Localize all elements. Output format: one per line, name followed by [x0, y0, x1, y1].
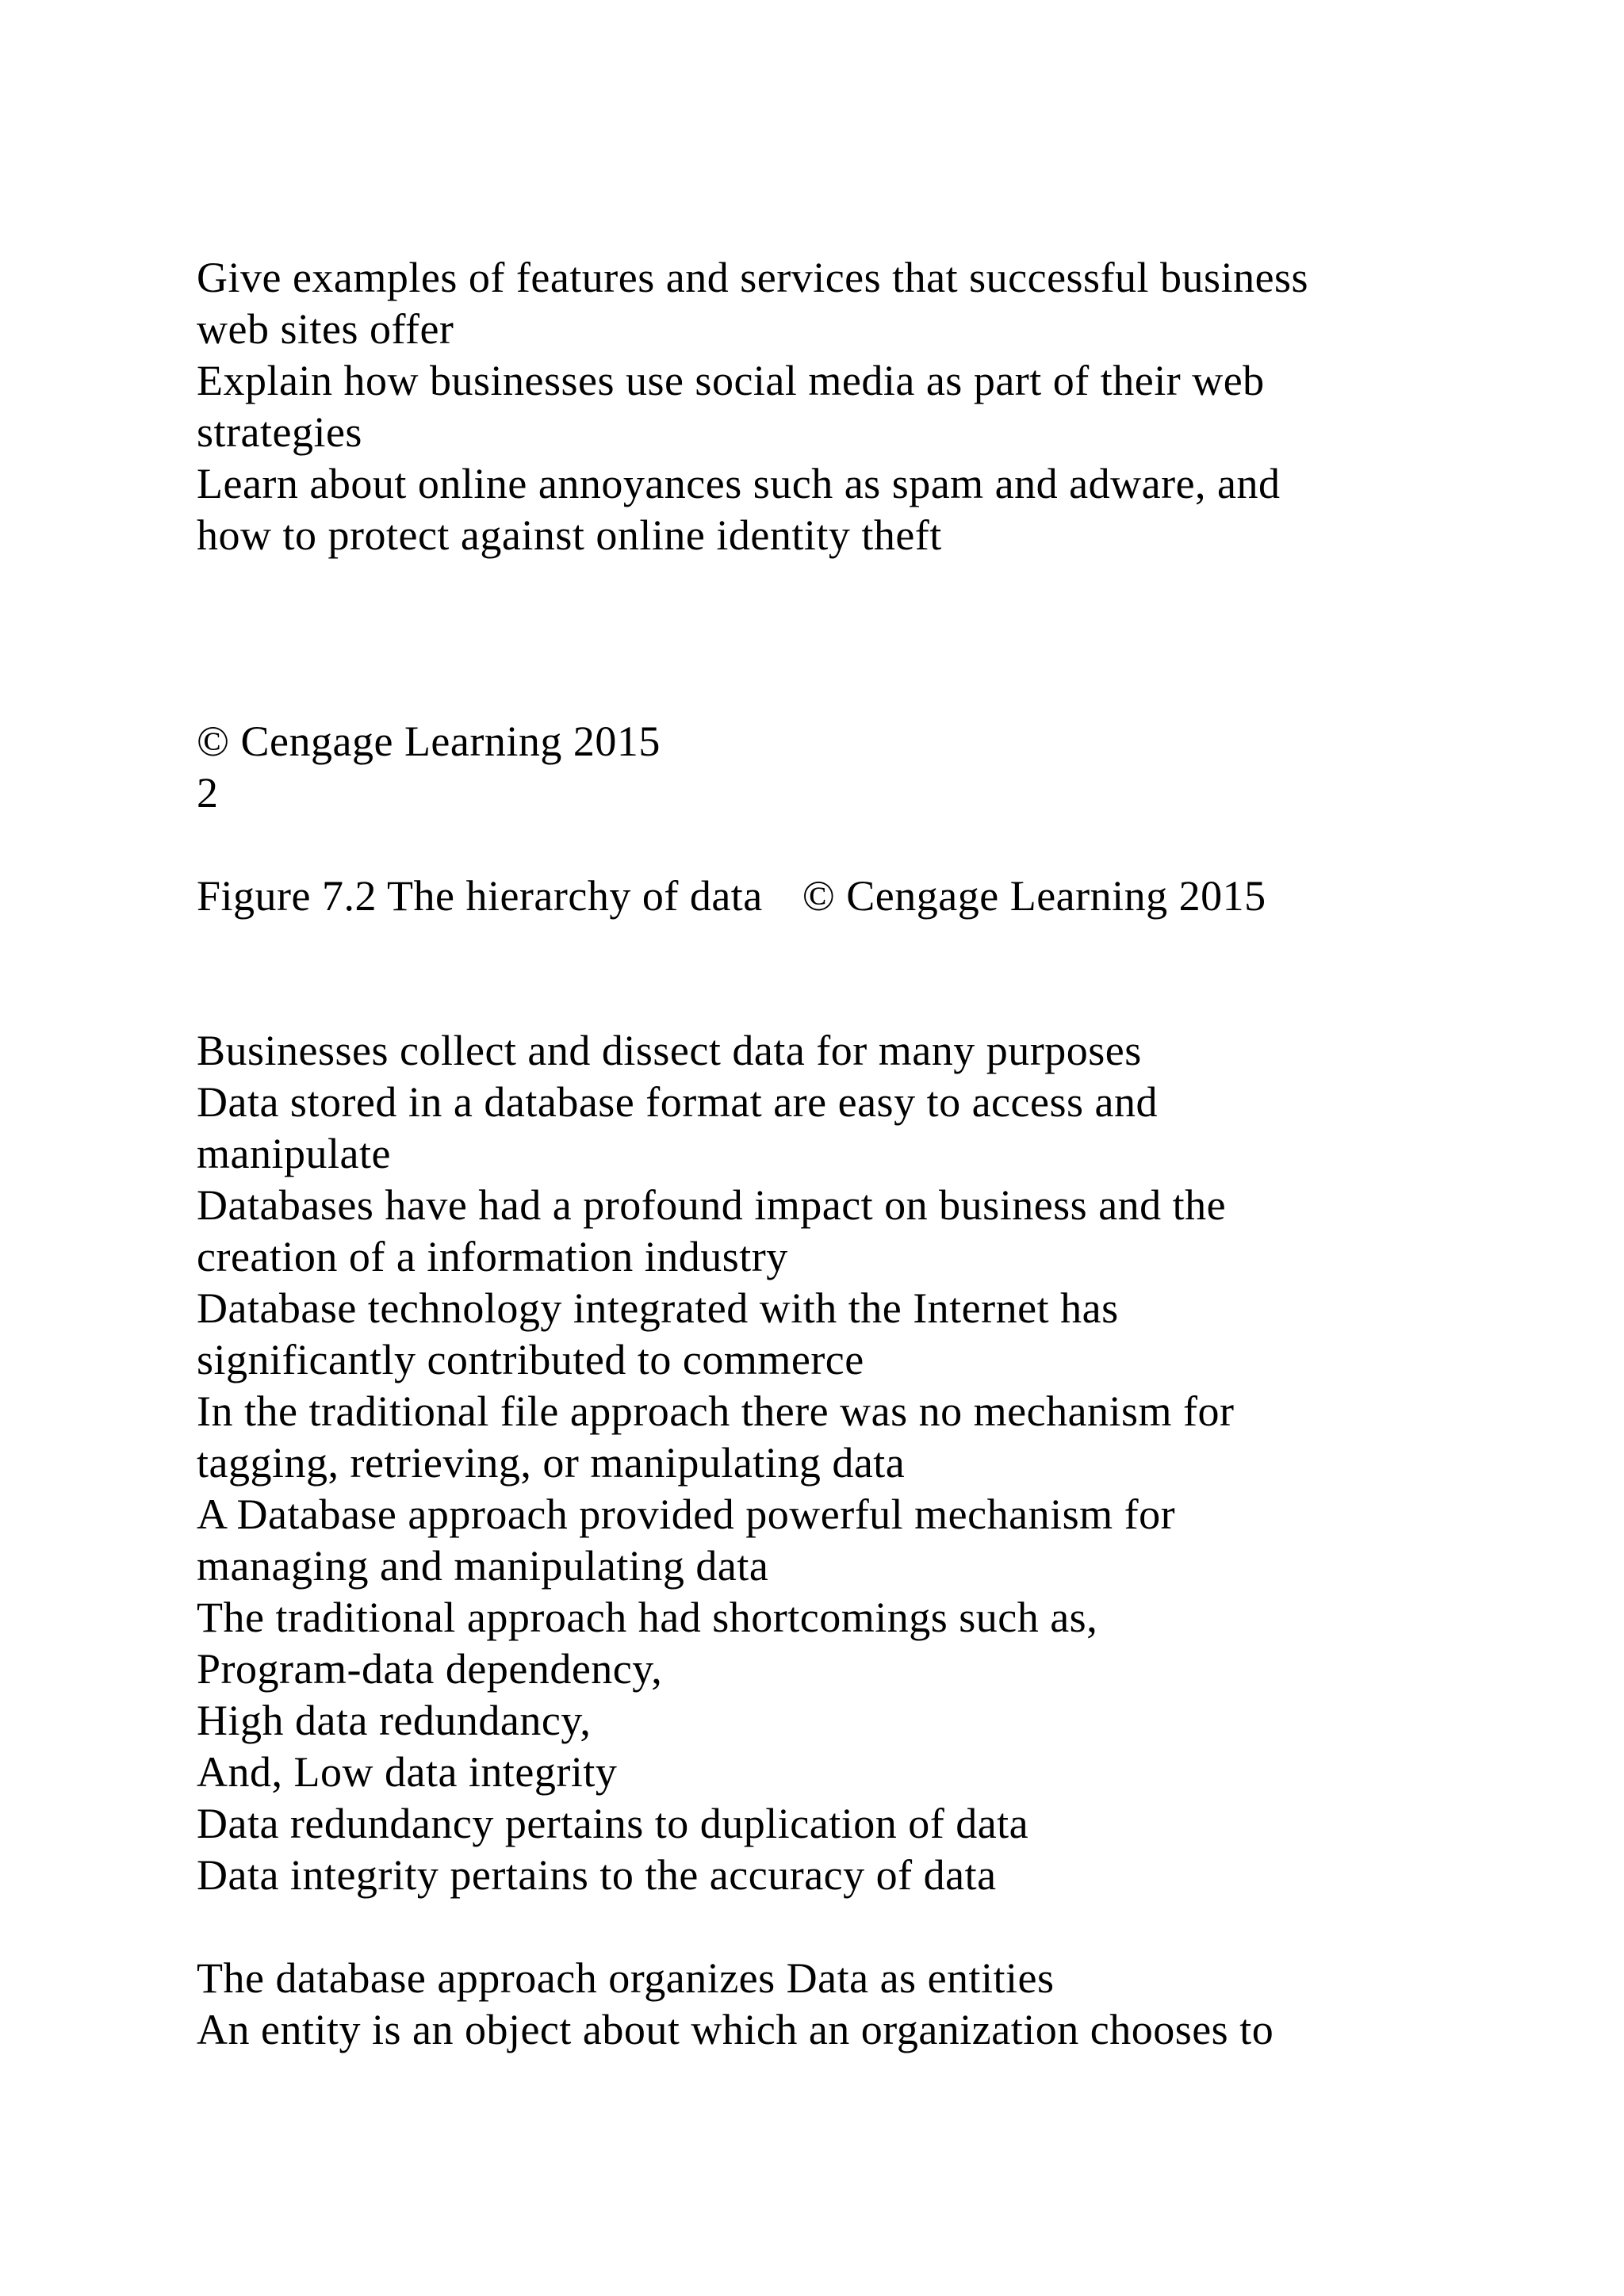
text-line: how to protect against online identity theft — [197, 511, 942, 559]
text-line: The traditional approach had shortcomings such as, — [197, 1594, 1098, 1641]
figure-caption-line — [197, 871, 1624, 922]
text-line: Data stored in a database format are easy to access and — [197, 1078, 1158, 1126]
text-line: A Database approach provided powerful mechanism for — [197, 1490, 1176, 1538]
text-line: Give examples of features and services that successful business — [197, 254, 1309, 301]
text-line: Data integrity pertains to the accuracy of data — [197, 1851, 997, 1899]
figure-caption: Figure 7.2 The hierarchy of data — [197, 872, 763, 920]
text-line: tagging, retrieving, or manipulating data — [197, 1439, 906, 1487]
closing-paragraph — [197, 1953, 1624, 2056]
text-line: And, Low data integrity — [197, 1748, 618, 1796]
text-line: Databases have had a profound impact on business and the — [197, 1181, 1227, 1229]
text-line: significantly contributed to commerce — [197, 1336, 864, 1383]
figure-caption-block — [197, 871, 1624, 922]
text-line: managing and manipulating data — [197, 1542, 769, 1590]
text-line: creation of a information industry — [197, 1233, 788, 1280]
text-line: High data redundancy, — [197, 1697, 592, 1744]
figure-credit: © Cengage Learning 2015 — [802, 872, 1266, 920]
text-line: manipulate — [197, 1130, 391, 1177]
text-line: The database approach organizes Data as entities — [197, 1954, 1055, 2002]
copyright-block — [197, 716, 1624, 819]
text-line: An entity is an object about which an organization chooses to — [197, 2006, 1274, 2053]
text-line: In the traditional file approach there was no mechanism for — [197, 1387, 1235, 1435]
text-line: Businesses collect and dissect data for many purposes — [197, 1027, 1142, 1074]
text-line: Program-data dependency, — [197, 1645, 663, 1693]
text-line: Database technology integrated with the Internet has — [197, 1284, 1119, 1332]
body-paragraph — [197, 1025, 1624, 1901]
copyright-line: © Cengage Learning 2015 — [197, 718, 661, 765]
text-line: Explain how businesses use social media as part of their web — [197, 357, 1265, 404]
text-line: Data redundancy pertains to duplication of data — [197, 1800, 1029, 1847]
text-line: web sites offer — [197, 305, 454, 353]
intro-paragraph — [197, 252, 1624, 561]
text-line: strategies — [197, 408, 362, 456]
page-number: 2 — [197, 769, 219, 817]
text-line: Learn about online annoyances such as spam and adware, and — [197, 460, 1281, 507]
